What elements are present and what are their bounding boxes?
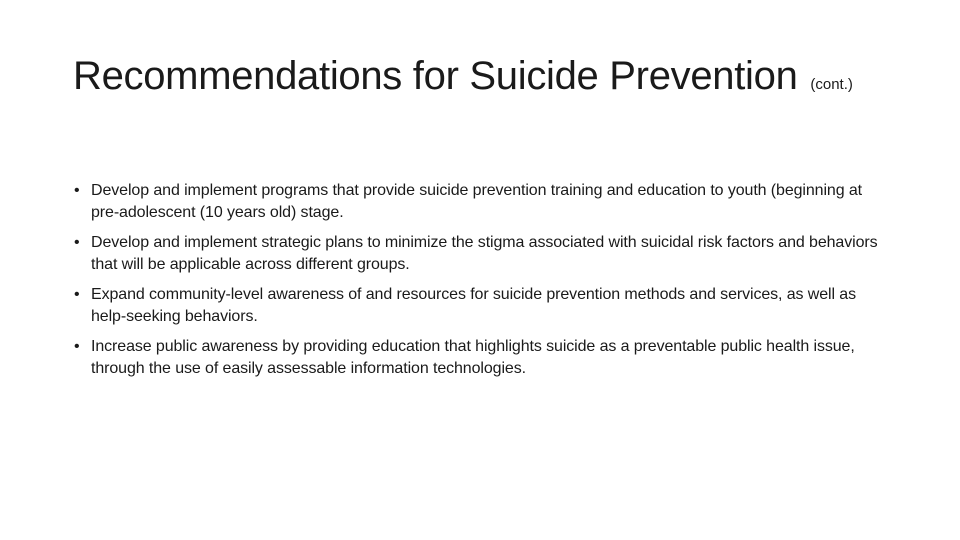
bullet-text: Develop and implement programs that provide suicide prevention training and education to youth (beginning at pre-adolescent (10 years old) stage. <box>91 182 863 221</box>
bullet-text: Develop and implement strategic plans to minimize the stigma associated with suicidal risk factors and behaviors that will be applicable across different groups. <box>91 234 878 273</box>
bullet-item <box>74 336 894 379</box>
bullet-point-icon: • <box>74 182 80 199</box>
slide-title-suffix: (cont.) <box>810 76 853 93</box>
slide-title-text: Recommendations for Suicide Prevention <box>73 54 798 98</box>
bullet-point-icon: • <box>74 338 80 355</box>
bullet-item <box>74 284 894 327</box>
bullet-item <box>74 232 894 275</box>
bullet-point-icon: • <box>74 286 80 303</box>
bullet-list <box>74 180 894 388</box>
bullet-text: Expand community-level awareness of and resources for suicide prevention methods and services, as well as help-seeking behaviors. <box>91 286 856 325</box>
bullet-text: Increase public awareness by providing education that highlights suicide as a preventable public health issue, through the use of easily assessable information technologies. <box>91 338 855 377</box>
bullet-point-icon: • <box>74 234 80 251</box>
bullet-item <box>74 180 894 223</box>
slide-title <box>73 52 933 100</box>
